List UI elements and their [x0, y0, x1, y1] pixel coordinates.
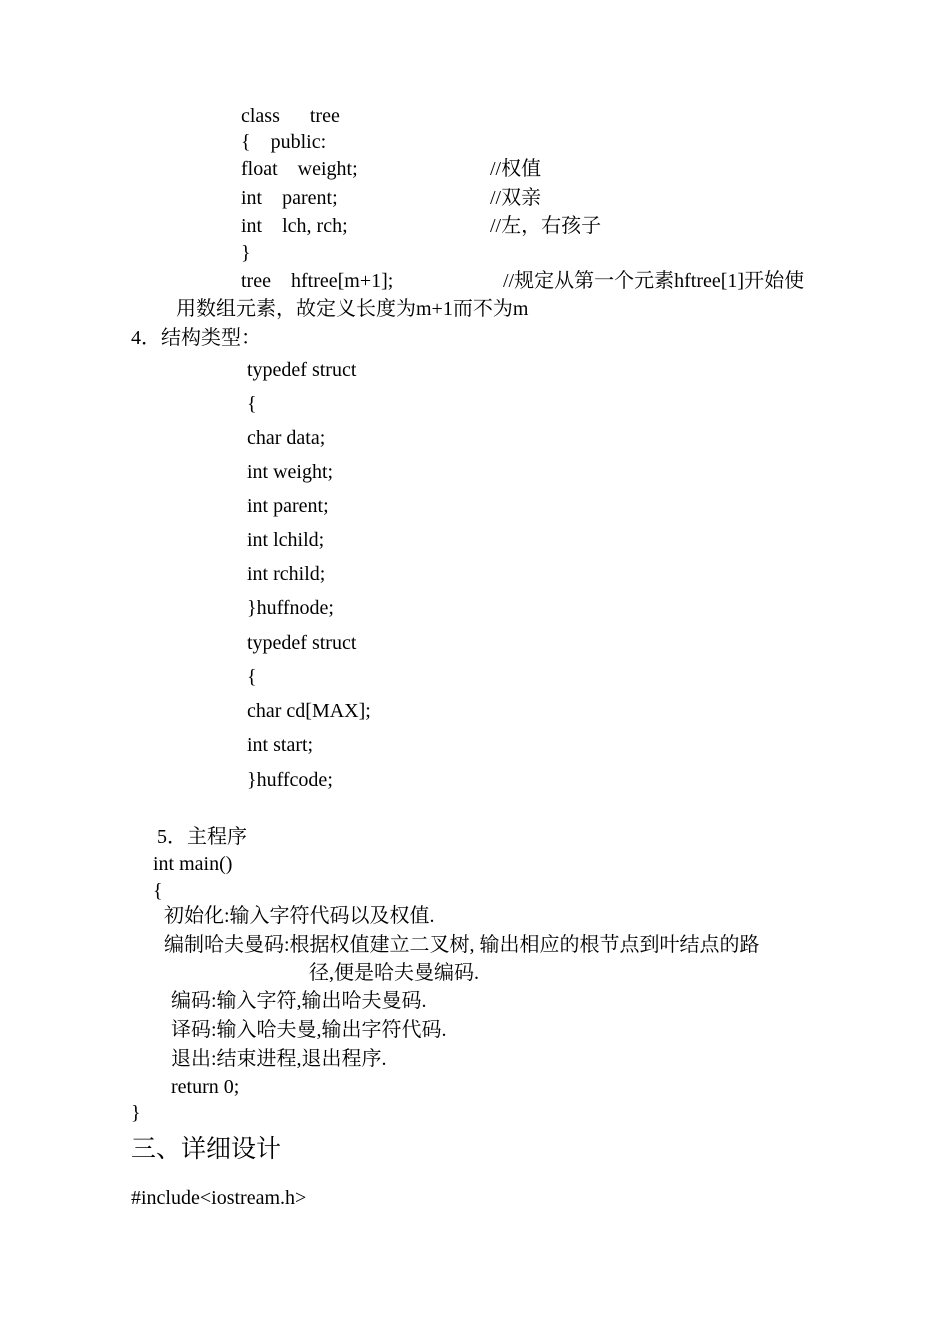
main-close-brace: }: [131, 1102, 141, 1124]
struct-line: char cd[MAX];: [247, 700, 371, 722]
struct-line: int parent;: [247, 495, 329, 517]
struct-line: char data;: [247, 427, 326, 449]
struct-line: int lchild;: [247, 529, 325, 551]
comment-weight: //权值: [490, 158, 542, 180]
include-line: #include<iostream.h>: [131, 1187, 307, 1209]
main-item-decode: 译码:输入哈夫曼,输出字符代码.: [171, 1019, 447, 1041]
section-4-heading: 4．结构类型：: [131, 327, 261, 349]
code-line-close-brace: }: [241, 242, 251, 264]
struct-line: {: [247, 393, 257, 415]
code-line-lch-rch: int lch, rch;: [241, 215, 348, 237]
main-item-init: 初始化:输入字符代码以及权值.: [164, 905, 435, 927]
code-line-public: { public:: [241, 131, 327, 153]
struct-line: int rchild;: [247, 563, 326, 585]
code-line-weight: float weight;: [241, 158, 358, 180]
struct-line: int start;: [247, 734, 314, 756]
main-signature: int main(): [153, 853, 233, 875]
main-return: return 0;: [171, 1076, 240, 1098]
comment-children: //左，右孩子: [490, 215, 602, 237]
struct-line: int weight;: [247, 461, 334, 483]
main-item-build: 编制哈夫曼码:根据权值建立二叉树, 输出相应的根节点到叶结点的路: [164, 934, 760, 956]
code-line-class: class tree: [241, 105, 340, 127]
main-item-exit: 退出:结束进程,退出程序.: [171, 1048, 387, 1070]
main-open-brace: {: [153, 880, 163, 902]
comment-hftree: //规定从第一个元素hftree[1]开始使: [503, 270, 805, 292]
section-5-heading: 5．主程序: [157, 826, 247, 848]
struct-line: }huffcode;: [247, 769, 333, 791]
comment-continuation: 用数组元素，故定义长度为m+1而不为m: [176, 298, 529, 320]
main-item-encode: 编码:输入字符,输出哈夫曼码.: [171, 990, 427, 1012]
struct-line: {: [247, 666, 257, 688]
code-line-hftree: tree hftree[m+1];: [241, 270, 394, 292]
struct-line: typedef struct: [247, 632, 357, 654]
code-line-parent: int parent;: [241, 187, 338, 209]
main-item-build-cont: 径,便是哈夫曼编码.: [309, 962, 479, 984]
section-3-heading: 三、详细设计: [131, 1134, 282, 1163]
comment-parent: //双亲: [490, 187, 542, 209]
struct-line: }huffnode;: [247, 597, 334, 619]
struct-line: typedef struct: [247, 359, 357, 381]
